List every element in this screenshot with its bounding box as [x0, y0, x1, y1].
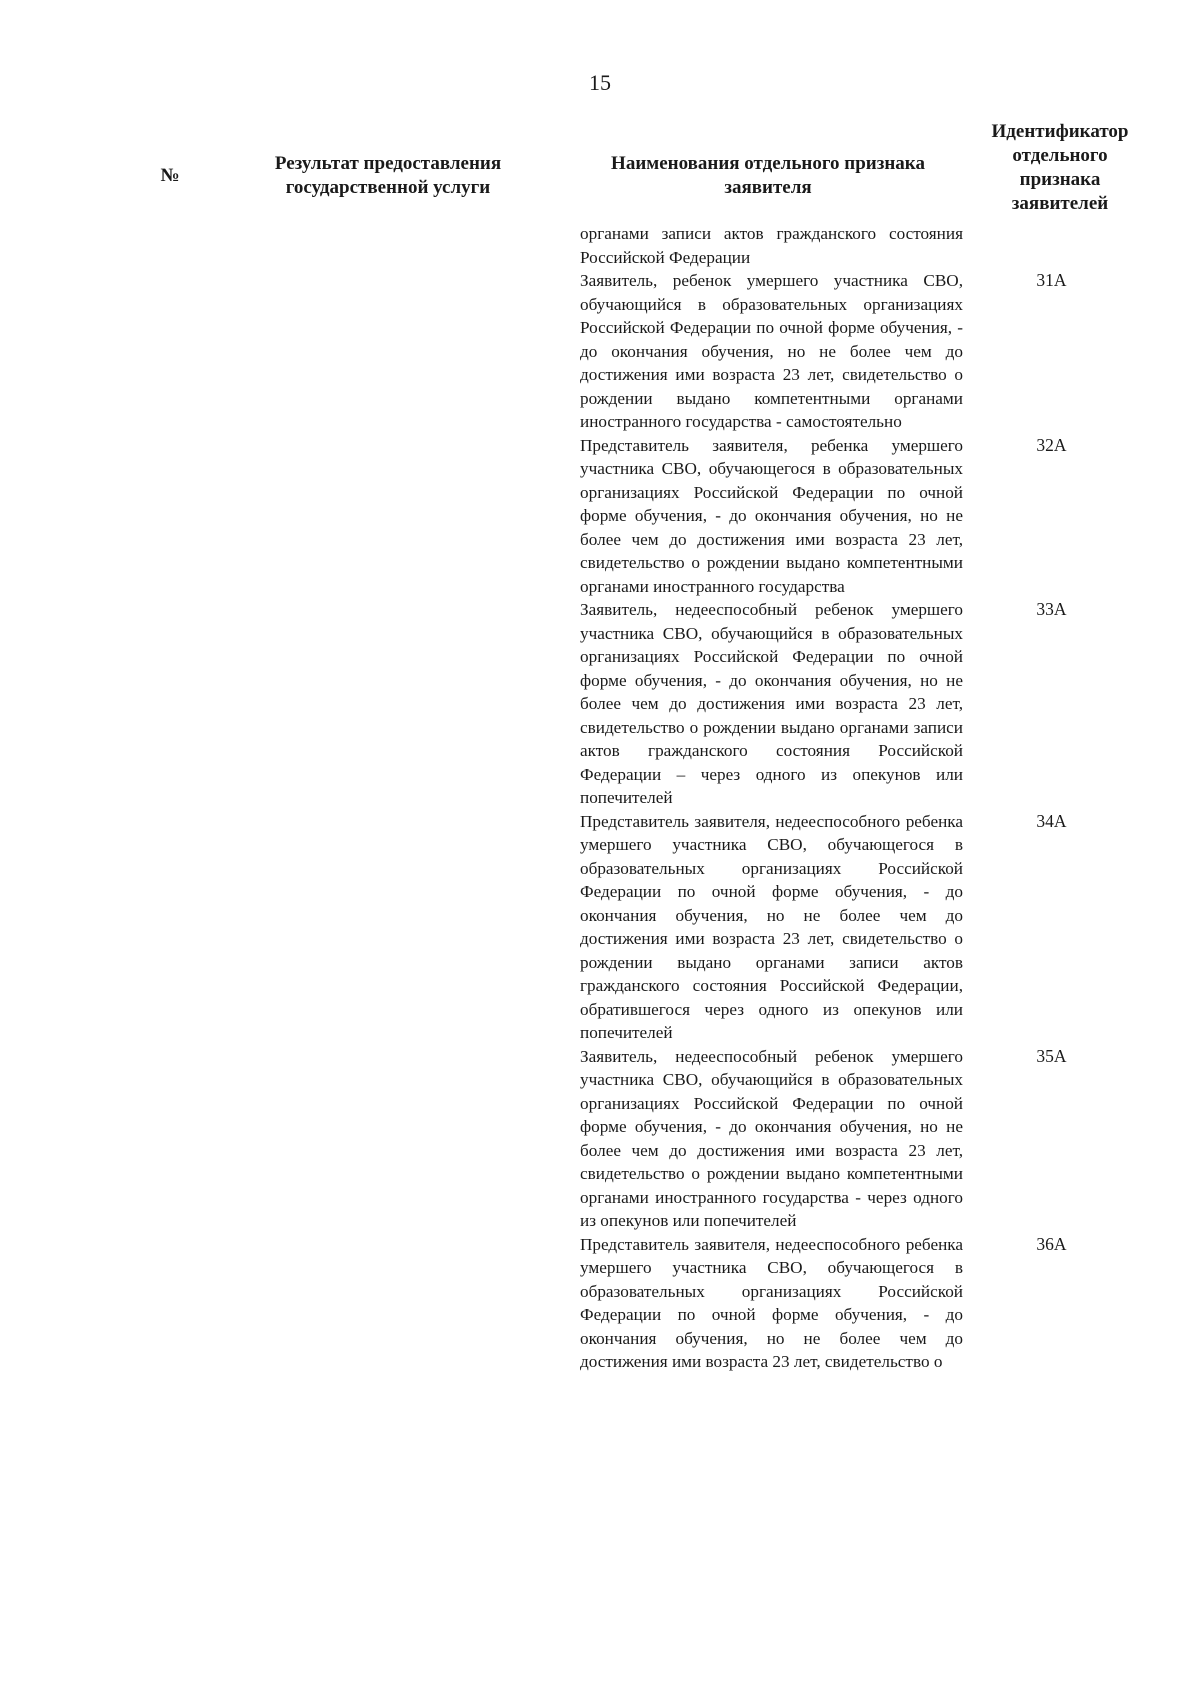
- row-text: органами записи актов гражданского состояния Российской Федерации: [580, 224, 963, 267]
- table-row: [580, 1045, 1140, 1233]
- table-row: [580, 1233, 1140, 1374]
- row-text: Заявитель, недееспособный ребенок умершего участника СВО, обучающийся в образовательных организациях Российской Федерации по очной форме обучения, - до окончания обучения, но не более чем до достижения ими возраста 23 лет, свидетельство о рождении выдано компетентными органами иностранного государства - через одного из опекунов или попечителей: [580, 1046, 963, 1230]
- row-text: Заявитель, ребенок умершего участника СВО, обучающийся в образовательных организациях Российской Федерации по очной форме обучения, - до окончания обучения, но не более чем до достижения ими возраста 23 лет, свидетельство о рождении выдано компетентными органами иностранного государства - самостоятельно: [580, 271, 963, 431]
- table-row: [580, 222, 1140, 269]
- table-body: [580, 222, 1140, 1374]
- row-text: Заявитель, недееспособный ребенок умершего участника СВО, обучающийся в образовательных организациях Российской Федерации по очной форме обучения, - до окончания обучения, но не более чем до достижения ими возраста 23 лет, свидетельство о рождении выдано органами записи актов гражданского состояния Российской Федерации – через одного из опекунов или попечителей: [580, 600, 963, 807]
- row-identifier: 33А: [1036, 599, 1067, 619]
- table-row: [580, 598, 1140, 810]
- row-text: Представитель заявителя, недееспособного ребенка умершего участника СВО, обучающегося в образовательных организациях Российской Федерации по очной форме обучения, - до окончания обучения, но не более чем до достижения ими возраста 23 лет, свидетельство о: [580, 1234, 963, 1371]
- header-result: Результат предоставления государственной услуги: [274, 153, 502, 198]
- row-identifier: 34А: [1036, 810, 1067, 831]
- row-text: Представитель заявителя, недееспособного ребенка умершего участника СВО, обучающегося в образовательных организациях Российской Федерации по очной форме обучения, - до окончания обучения, но не более чем до достижения ими возраста 23 лет, свидетельство о рождении выдано органами записи актов гражданского состояния Российской Федерации, обратившегося через одного из опекунов или попечителей: [580, 811, 963, 1042]
- row-identifier: 36А: [1036, 1233, 1067, 1254]
- row-text: Представитель заявителя, ребенка умершего участника СВО, обучающегося в образовательных организациях Российской Федерации по очной форме обучения, - до окончания обучения, но не более чем до достижения ими возраста 23 лет, свидетельство о рождении выдано компетентными органами иностранного государства: [580, 435, 963, 596]
- table-row: [580, 434, 1140, 599]
- table-row: [580, 269, 1140, 434]
- row-identifier: 31А: [1036, 270, 1067, 290]
- table-row: [580, 810, 1140, 1045]
- page-number: 15: [589, 70, 611, 95]
- header-attribute-name: Наименования отдельного признака заявителя: [611, 153, 925, 198]
- header-identifier: Идентификатор отдельного признака заявителей: [991, 121, 1129, 214]
- row-identifier: 32А: [1036, 434, 1067, 455]
- row-identifier: 35А: [1036, 1045, 1067, 1066]
- header-number: №: [160, 165, 180, 186]
